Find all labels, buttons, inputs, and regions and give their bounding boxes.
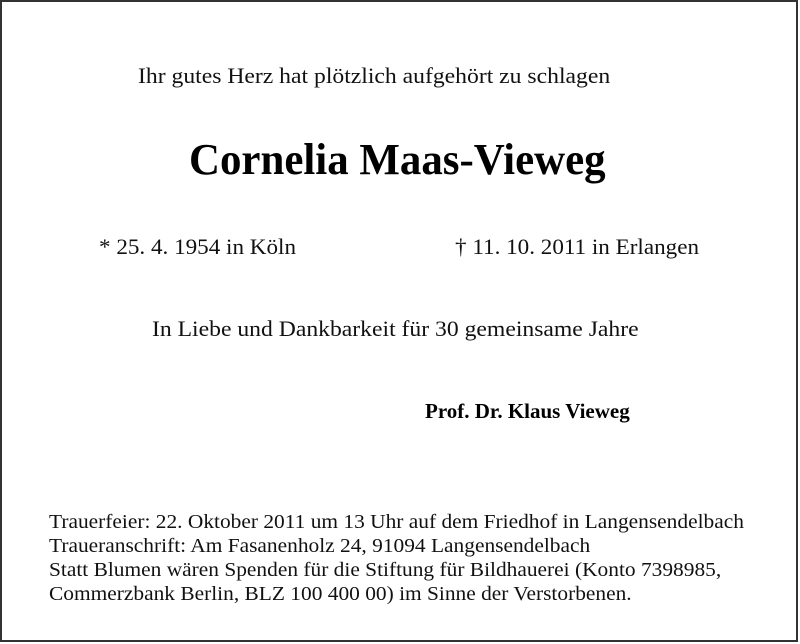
birth-info [99,234,297,259]
mourning-address-line [49,535,591,557]
dedication-line [152,316,639,341]
funeral-service-line [49,511,744,533]
funeral-service-text: Trauerfeier: 22. Oktober 2011 um 13 Uhr auf dem Friedhof in Langensendelbach [49,511,744,533]
donation-text-2: Commerzbank Berlin, BLZ 100 400 00) im Sinne der Verstorbenen. [49,583,632,605]
donation-line-2 [49,583,632,605]
signature [425,401,630,422]
birth-info-text: * 25. 4. 1954 in Köln [99,234,297,259]
death-info-text: † 11. 10. 2011 in Erlangen [455,234,700,259]
dedication-text: In Liebe und Dankbarkeit für 30 gemeinsame Jahre [152,316,639,341]
death-info [455,234,700,259]
signature-text: Prof. Dr. Klaus Vieweg [425,399,630,423]
motto-text: Ihr gutes Herz hat plötzlich aufgehört zu schlagen [138,63,611,88]
deceased-name-text: Cornelia Maas-Vieweg [189,135,606,184]
donation-text-1: Statt Blumen wären Spenden für die Stiftung für Bildhauerei (Konto 7398985, [49,559,722,581]
motto-line [138,63,611,88]
mourning-address-text: Traueranschrift: Am Fasanenholz 24, 91094 Langensendelbach [49,535,591,557]
deceased-name [189,135,616,184]
donation-line-1 [49,559,722,581]
